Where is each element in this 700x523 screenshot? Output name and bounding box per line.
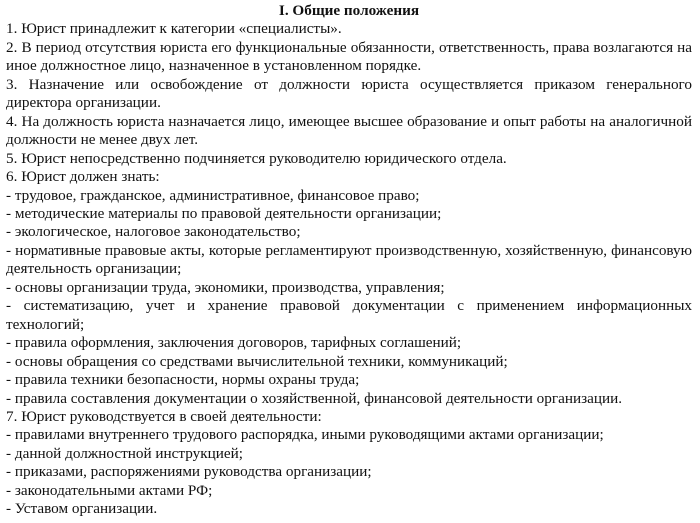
item-6-heading: 6. Юрист должен знать: xyxy=(6,168,160,186)
item-7-heading: 7. Юрист руководствуется в своей деятельности: xyxy=(6,407,322,425)
item-2: 2. В период отсутствия юриста его функциональные обязанности, ответственность, права возлагаются на иное должностное лицо, назначенное в установленном порядке. xyxy=(6,38,692,75)
list-item: - трудовое, гражданское, административное, финансовое право; xyxy=(6,186,420,204)
list-item: - основы организации труда, экономики, производства, управления; xyxy=(6,278,445,296)
list-item: - методические материалы по правовой деятельности организации; xyxy=(6,204,442,222)
list-item: - нормативные правовые акты, которые регламентируют производственную, хозяйственную, финансовую деятельность организации; xyxy=(6,241,692,278)
list-item: - законодательными актами РФ; xyxy=(6,481,213,499)
list-item: - данной должностной инструкцией; xyxy=(6,444,243,462)
item-4: 4. На должность юриста назначается лицо, имеющее высшее образование и опыт работы на аналогичной должности не менее двух лет. xyxy=(6,112,692,149)
list-item: - правила оформления, заключения договоров, тарифных соглашений; xyxy=(6,334,462,352)
list-item: - правила техники безопасности, нормы охраны труда; xyxy=(6,371,360,389)
list-item: - основы обращения со средствами вычислительной техники, коммуникаций; xyxy=(6,352,508,370)
item-1: 1. Юрист принадлежит к категории «специалисты». xyxy=(6,20,342,38)
item-5: 5. Юрист непосредственно подчиняется руководителю юридического отдела. xyxy=(6,149,507,167)
list-item: - приказами, распоряжениями руководства организации; xyxy=(6,463,372,481)
list-item: - экологическое, налоговое законодательство; xyxy=(6,223,301,241)
item-3: 3. Назначение или освобождение от должности юриста осуществляется приказом генерального директора организации. xyxy=(6,75,692,112)
list-item: - правила составления документации о хозяйственной, финансовой деятельности организации. xyxy=(6,389,623,407)
list-item: - правилами внутреннего трудового распорядка, иными руководящими актами организации; xyxy=(6,426,604,444)
list-item: - систематизацию, учет и хранение правовой документации с применением информационных технологий; xyxy=(6,297,692,333)
section-title: I. Общие положения xyxy=(278,2,420,19)
list-item: - Уставом организации. xyxy=(6,500,158,518)
